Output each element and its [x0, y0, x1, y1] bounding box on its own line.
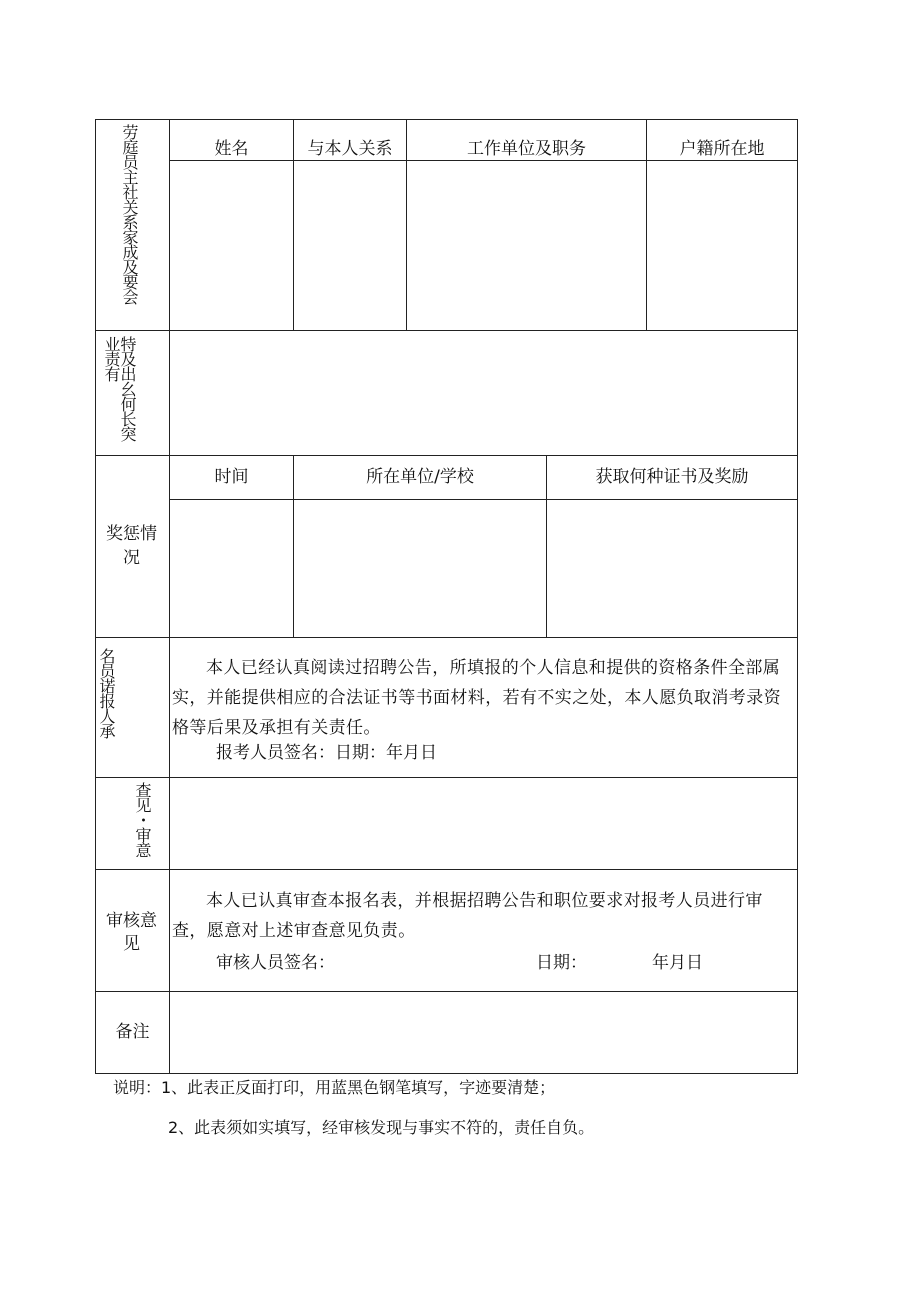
remarks-label: 备注	[115, 1022, 150, 1042]
rule-bottom	[95, 1073, 798, 1074]
family-header-workplace: 工作单位及职务	[467, 139, 586, 159]
note-line-1: 说明：1、此表正反面打印，用蓝黑色钢笔填写，字迹要清楚；	[113, 1078, 556, 1097]
review-label: 查见・审意	[133, 782, 152, 857]
pledge-signature: 报考人员签名：日期：年月日	[216, 743, 437, 763]
rule-review-bottom	[95, 869, 798, 870]
family-header-relation: 与本人关系	[307, 139, 393, 159]
note-line-2: 2、此表须如实填写，经审核发现与事实不符的，责任自负。	[168, 1118, 595, 1137]
audit-signature: 审核人员签名：	[216, 953, 335, 973]
awards-label-line1: 奖惩情	[106, 524, 157, 544]
family-header-name: 姓名	[214, 139, 249, 159]
audit-label-line1: 审核意	[106, 911, 157, 931]
audit-label-line2: 见	[123, 934, 140, 954]
rule-specialty-bottom	[95, 455, 798, 456]
audit-date-value: 年月日	[652, 953, 703, 973]
awards-header-certificates: 获取何种证书及奖励	[595, 467, 749, 487]
awards-label-line2: 况	[123, 548, 140, 568]
awards-header-unit: 所在单位/学校	[366, 467, 474, 487]
rule-awards-bottom	[95, 637, 798, 638]
rule-top	[95, 119, 798, 120]
rule-awards-header	[169, 499, 798, 500]
rule-label-divider	[169, 119, 170, 1074]
family-header-residence: 户籍所在地	[679, 139, 765, 159]
audit-date-label: 日期：	[536, 953, 587, 973]
family-label: 劳庭员主社关系家成及要会	[120, 124, 139, 304]
rule-left	[95, 119, 96, 1074]
specialty-label: 特及出幺何长突业责有	[102, 336, 137, 441]
rule-audit-bottom	[95, 991, 798, 992]
rule-family-bottom	[95, 330, 798, 331]
rule-pledge-bottom	[95, 777, 798, 778]
pledge-label: 名员诺报人承	[97, 648, 116, 738]
pledge-text: 本人已经认真阅读过招聘公告，所填报的个人信息和提供的资格条件全部属实，并能提供相应的合法证书等书面材料，若有不实之处，本人愿负取消考录资格等后果及承担有关责任。	[172, 658, 781, 738]
awards-header-time: 时间	[214, 467, 249, 487]
rule-right	[797, 119, 798, 1074]
audit-text: 本人已认真审查本报名表，并根据招聘公告和职位要求对报考人员进行审查，愿意对上述审查意见负责。	[172, 891, 763, 941]
rule-family-header	[169, 160, 798, 161]
